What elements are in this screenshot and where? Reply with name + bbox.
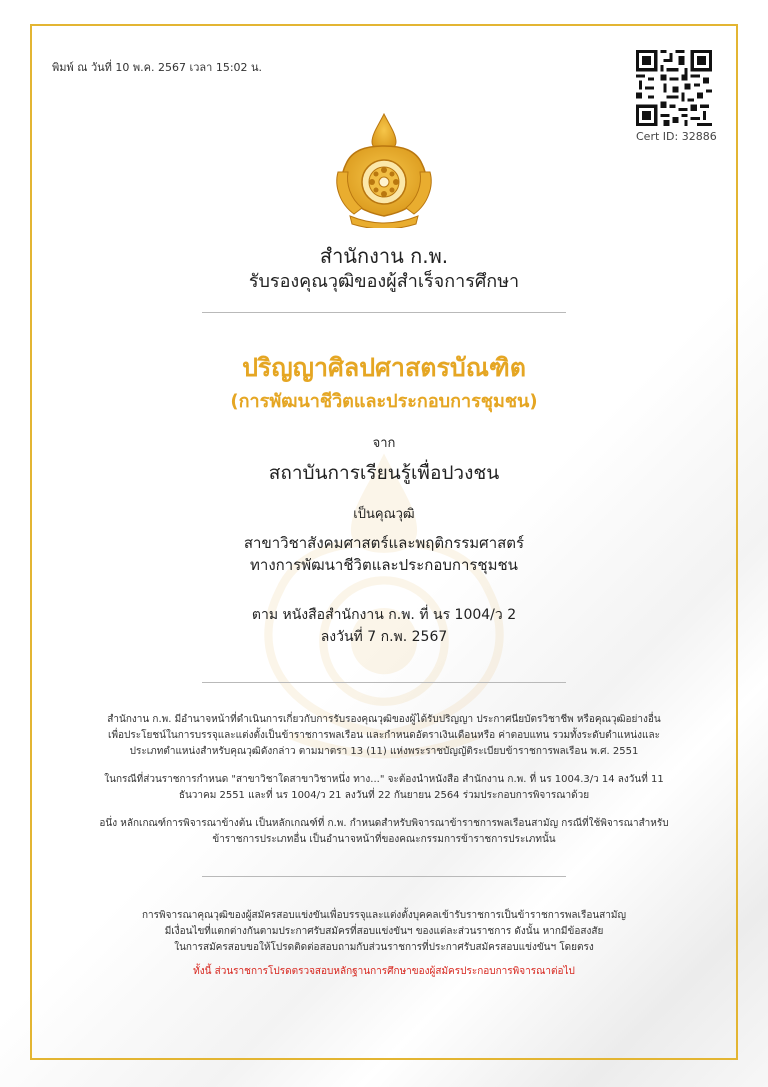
major-block bbox=[40, 532, 728, 576]
cert-id: Cert ID: 32886 bbox=[636, 130, 717, 143]
paragraph-line: การพิจารณาคุณวุฒิของผู้สมัครสอบแข่งขันเพื่อบรรจุและแต่งตั้งบุคคลเข้ารับราชการเป็นข้าราชการพลเรือนสามัญ bbox=[141, 910, 627, 921]
reference-line-2: ลงวันที่ 7 ก.พ. 2567 bbox=[320, 629, 448, 645]
paragraph-line: อนึ่ง หลักเกณฑ์การพิจารณาข้างต้น เป็นหลักเกณฑ์ที่ ก.พ. กำหนดสำหรับพิจารณาข้าราชการพลเรือนสามัญ กรณีที่ใช้พิจารณาสำหรับ bbox=[99, 818, 669, 829]
paragraph-authority bbox=[88, 712, 680, 760]
paragraph-field-case bbox=[88, 772, 680, 804]
major-line-2: ทางการพัฒนาชีวิตและประกอบการชุมชน bbox=[250, 556, 518, 574]
agency-subtitle: รับรองคุณวุฒิของผู้สำเร็จการศึกษา bbox=[248, 271, 520, 292]
agency-name: สำนักงาน ก.พ. bbox=[319, 244, 449, 268]
paragraph-line: เพื่อประโยชน์ในการบรรจุและแต่งตั้งเป็นข้าราชการพลเรือน และกำหนดอัตราเงินเดือนหรือ ค่าตอบแทน รวมทั้งระดับตำแหน่งและ bbox=[108, 730, 660, 741]
reference-block bbox=[40, 604, 728, 648]
paragraph-line: ธันวาคม 2551 และที่ นร 1004/ว 21 ลงวันที่ 22 กันยายน 2564 ร่วมประกอบการพิจารณาด้วย bbox=[178, 790, 590, 801]
divider bbox=[202, 682, 566, 683]
red-note: ทั้งนี้ ส่วนราชการโปรดตรวจสอบหลักฐานการศึกษาของผู้สมัครประกอบการพิจารณาต่อไป bbox=[193, 966, 575, 977]
qr-code-icon bbox=[636, 50, 712, 126]
degree-subtitle: (การพัฒนาชีวิตและประกอบการชุมชน) bbox=[230, 391, 538, 412]
paragraph-line: ในการสมัครสอบขอให้โปรดติดต่อสอบถามกับส่วนราชการที่ประกาศรับสมัครสอบแข่งขันฯ โดยตรง bbox=[174, 942, 594, 953]
paragraph-line: มีเงื่อนไขที่แตกต่างกันตามประกาศรับสมัครที่สอบแข่งขันฯ ของแต่ละส่วนราชการ ดังนั้น หากมีข้อสงสัย bbox=[164, 926, 604, 937]
paragraph-exam-conditions bbox=[88, 908, 680, 956]
major-line-1: สาขาวิชาสังคมศาสตร์และพฤติกรรมศาสตร์ bbox=[243, 534, 525, 552]
divider bbox=[202, 876, 566, 877]
degree-title: ปริญญาศิลปศาสตรบัณฑิต bbox=[242, 353, 526, 382]
qr-block bbox=[636, 50, 717, 143]
paragraph-line: ในกรณีที่ส่วนราชการกำหนด "สาขาวิชาใดสาขาวิชาหนึ่ง ทาง..." จะต้องนำหนังสือ สำนักงาน ก.พ. ที่ นร 1004.3/ว 14 ลงวันที่ 11 bbox=[104, 774, 664, 785]
reference-line-1: ตาม หนังสือสำนักงาน ก.พ. ที่ นร 1004/ว 2 bbox=[251, 607, 517, 623]
paragraph-line: สำนักงาน ก.พ. มีอำนาจหน้าที่ดำเนินการเกี่ยวกับการรับรองคุณวุฒิของผู้ได้รับปริญญา ประกาศนียบัตรวิชาชีพ หรือคุณวุฒิอย่างอื่น bbox=[107, 714, 661, 725]
paragraph-other-types bbox=[88, 816, 680, 848]
paragraph-line: ข้าราชการประเภทอื่น เป็นอำนาจหน้าที่ของคณะกรรมการข้าราชการประเภทนั้น bbox=[212, 834, 556, 845]
paragraph-line: ประเภทตำแหน่งสำหรับคุณวุฒิดังกล่าว ตามมาตรา 13 (11) แห่งพระราชบัญญัติระเบียบข้าราชการพลเรือน พ.ศ. 2551 bbox=[129, 746, 639, 757]
institution-name: สถาบันการเรียนรู้เพื่อปวงชน bbox=[268, 462, 500, 484]
printed-timestamp: พิมพ์ ณ วันที่ 10 พ.ค. 2567 เวลา 15:02 น. bbox=[52, 61, 263, 74]
divider bbox=[202, 312, 566, 313]
emblem-seal-icon bbox=[332, 112, 436, 228]
qualification-label: เป็นคุณวุฒิ bbox=[353, 507, 415, 522]
from-label: จาก bbox=[372, 436, 396, 451]
